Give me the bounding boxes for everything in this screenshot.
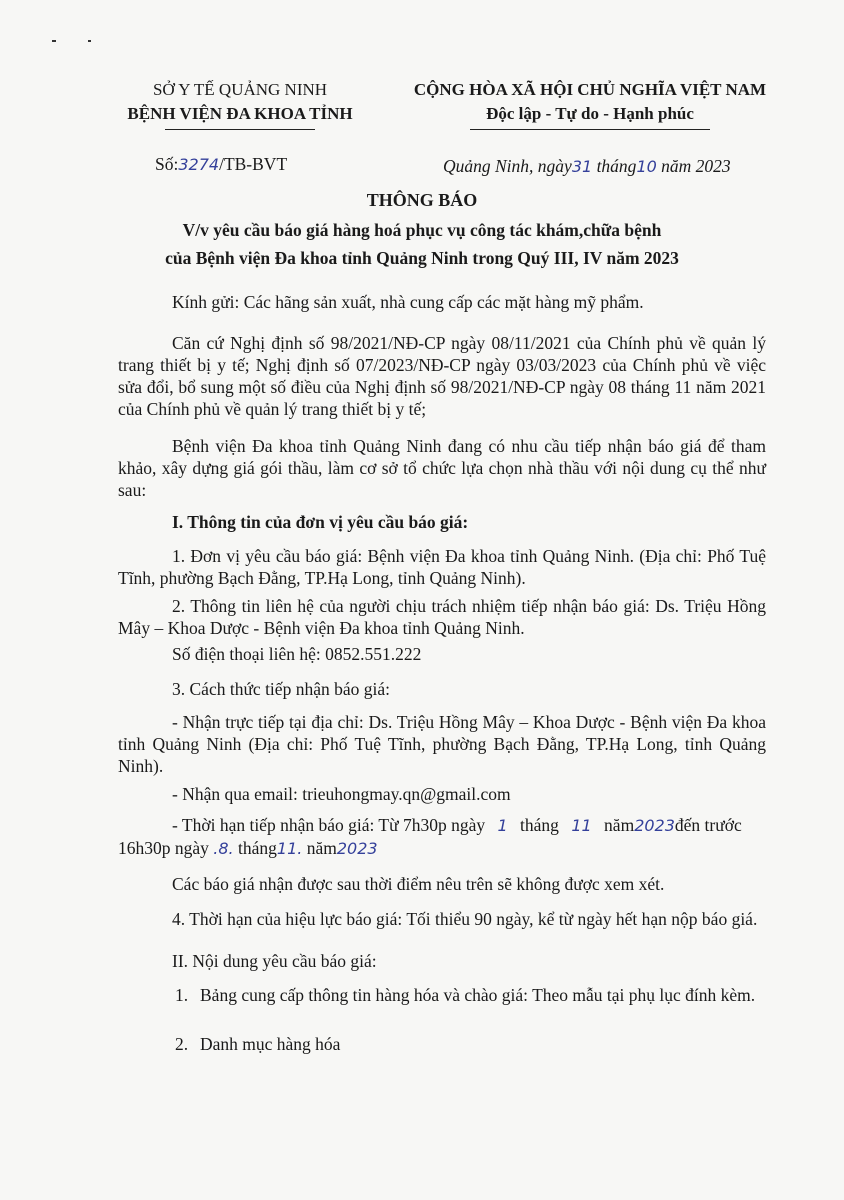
number-handwritten: 3274	[178, 155, 220, 174]
date-month-handwritten: 10	[636, 157, 657, 176]
section1-heading: I. Thông tin của đơn vị yêu cầu báo giá:	[172, 512, 469, 532]
document-subject-line2: của Bệnh viện Đa khoa tỉnh Quảng Ninh trong Quý III, IV năm 2023	[165, 248, 679, 268]
section1-item3: 3. Cách thức tiếp nhận báo giá:	[172, 679, 390, 699]
direct-submission: - Nhận trực tiếp tại địa chỉ: Ds. Triệu Hồng Mây – Khoa Dược - Bệnh viện Đa khoa tỉnh Quảng Ninh (Địa chỉ: Phố Tuệ Tĩnh, phường Bạch Đằng, TP.Hạ Long, tỉnh Quảng Ninh).	[118, 712, 766, 776]
number-suffix: /TB-BVT	[219, 154, 288, 174]
deadline-text7: năm	[306, 838, 337, 858]
email-submission: - Nhận qua email: trieuhongmay.qn@gmail.com	[172, 784, 511, 804]
national-title: CỘNG HÒA XÃ HỘI CHỦ NGHĨA VIỆT NAM	[413, 80, 767, 99]
document-title: THÔNG BÁO	[366, 190, 478, 210]
late-submission-note: Các báo giá nhận được sau thời điểm nêu trên sẽ không được xem xét.	[172, 874, 665, 894]
date-day-handwritten: 31	[571, 157, 593, 176]
section2-heading: II. Nội dung yêu cầu báo giá:	[172, 951, 377, 971]
section2-item2-text: Danh mục hàng hóa	[200, 1034, 341, 1054]
date-part2: tháng	[596, 156, 637, 176]
issuer-underline	[165, 129, 315, 130]
issuer-hospital: BỆNH VIỆN ĐA KHOA TỈNH	[127, 104, 353, 123]
section1-item1: 1. Đơn vị yêu cầu báo giá: Bệnh viện Đa khoa tỉnh Quảng Ninh. (Địa chỉ: Phố Tuệ Tĩnh, phường Bạch Đằng, TP.Hạ Long, tỉnh Quảng Ninh).	[118, 546, 766, 588]
deadline-day2-handwritten: .8.	[213, 839, 234, 858]
legal-basis-paragraph: Căn cứ Nghị định số 98/2021/NĐ-CP ngày 08/11/2021 của Chính phủ về quản lý trang thiết bị y tế; Nghị định số 07/2023/NĐ-CP ngày 03/03/2023 của Chính phủ về việc sửa đổi, bổ sung một số điều của Nghị định số 98/2021/NĐ-CP ngày 08 tháng 11 năm 2021 của Chính phủ về quản lý trang thiết bị y tế;	[118, 333, 766, 419]
deadline-line2	[118, 837, 378, 860]
contact-phone: Số điện thoại liên hệ: 0852.551.222	[172, 644, 422, 664]
section2-item1-text: Bảng cung cấp thông tin hàng hóa và chào giá: Theo mẫu tại phụ lục đính kèm.	[200, 985, 756, 1005]
issuer-department: SỞ Y TẾ QUẢNG NINH	[152, 80, 328, 99]
number-prefix: Số:	[155, 154, 179, 174]
deadline-text4: đến trước	[674, 815, 742, 835]
deadline-line1	[172, 814, 742, 837]
section1-item4: 4. Thời hạn của hiệu lực báo giá: Tối thiểu 90 ngày, kể từ ngày hết hạn nộp báo giá.	[172, 909, 758, 929]
purpose-paragraph: Bệnh viện Đa khoa tỉnh Quảng Ninh đang có nhu cầu tiếp nhận báo giá để tham khảo, xây dựng giá gói thầu, làm cơ sở tổ chức lựa chọn nhà thầu với nội dung cụ thể như sau:	[118, 436, 766, 500]
deadline-day1-handwritten: 1	[497, 816, 508, 835]
date-part3: năm 2023	[661, 156, 731, 176]
section2-item2-number: 2.	[175, 1034, 189, 1054]
deadline-text1: - Thời hạn tiếp nhận báo giá: Từ 7h30p ngày	[172, 815, 486, 835]
deadline-text3: năm	[604, 815, 635, 835]
deadline-year2-handwritten: 2023	[336, 839, 378, 858]
national-motto: Độc lập - Tự do - Hạnh phúc	[486, 104, 694, 123]
recipient-greeting: Kính gửi: Các hãng sản xuất, nhà cung cấp các mặt hàng mỹ phẩm.	[172, 292, 644, 312]
deadline-text5: 16h30p ngày	[118, 838, 209, 858]
deadline-text6: tháng	[238, 838, 277, 858]
scan-speck	[52, 40, 56, 42]
document-subject-line1: V/v yêu cầu báo giá hàng hoá phục vụ công tác khám,chữa bệnh	[182, 220, 662, 240]
deadline-year1-handwritten: 2023	[634, 816, 675, 835]
deadline-month2-handwritten: 11.	[276, 839, 303, 858]
deadline-month1-handwritten: 11	[571, 816, 592, 835]
document-number	[155, 153, 287, 176]
section2-item1-number: 1.	[175, 985, 189, 1005]
deadline-text2: tháng	[520, 815, 559, 835]
document-date	[443, 155, 731, 178]
date-part1: Quảng Ninh, ngày	[443, 156, 572, 176]
motto-underline	[470, 129, 710, 130]
scan-speck	[88, 40, 91, 42]
section1-item2: 2. Thông tin liên hệ của người chịu trách nhiệm tiếp nhận báo giá: Ds. Triệu Hồng Mây – Khoa Dược - Bệnh viện Đa khoa tỉnh Quảng Ninh.	[118, 596, 766, 638]
